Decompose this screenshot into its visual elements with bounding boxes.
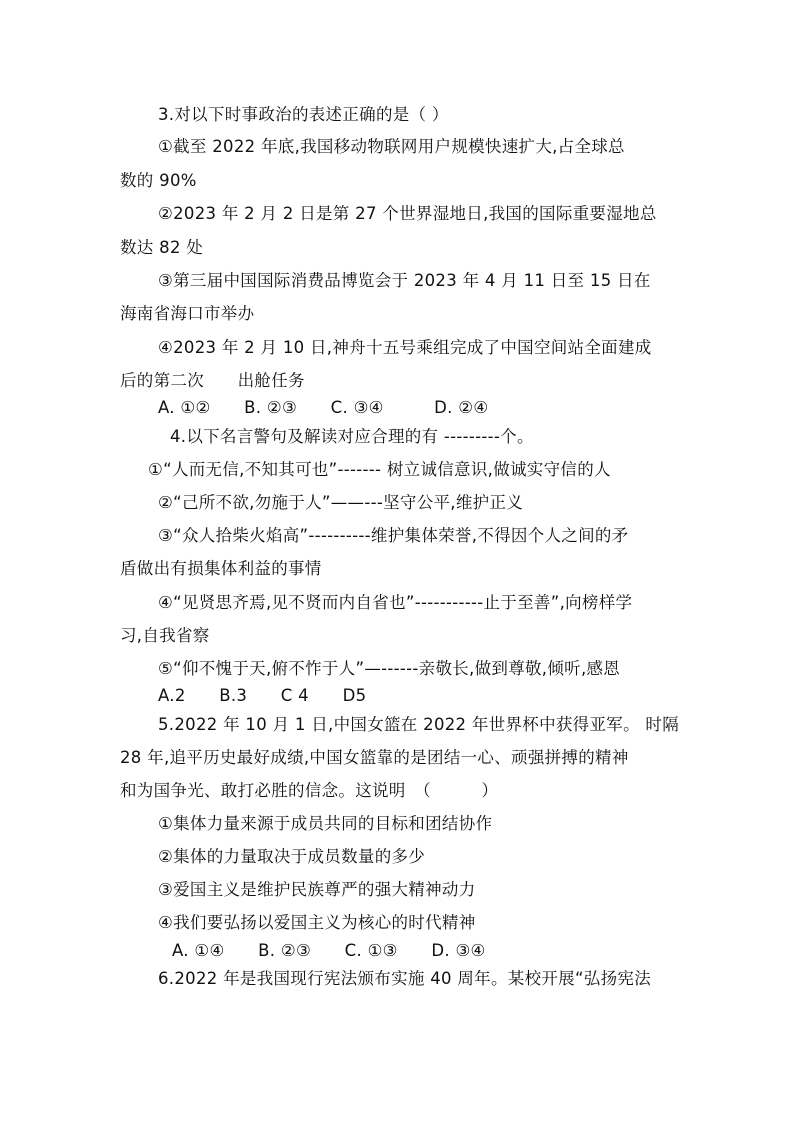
- q3-option-2: ②2023 年 2 月 2 日是第 27 个世界湿地日,我国的国际重要湿地总: [158, 204, 657, 223]
- q4-item-3-cont: 盾做出有损集体利益的事情: [120, 559, 322, 578]
- q3-stem: 3.对以下时事政治的表述正确的是（ ）: [158, 105, 449, 124]
- q4-item-4-cont: 习,自我省察: [120, 626, 210, 645]
- q5-stem: 5.2022 年 10 月 1 日,中国女篮在 2022 年世界杯中获得亚军。 时隔: [158, 715, 680, 734]
- q6-stem: 6.2022 年是我国现行宪法颁布实施 40 周年。某校开展“弘扬宪法: [158, 969, 652, 988]
- q3-option-2-cont: 数达 82 处: [120, 238, 204, 257]
- q5-item-2: ②集体的力量取决于成员数量的多少: [158, 847, 426, 866]
- q4-item-3: ③“众人拾柴火焰高”----------维护集体荣誉,不得因个人之间的矛: [158, 526, 629, 545]
- q3-option-3-cont: 海南省海口市举办: [120, 304, 255, 323]
- q4-choices: A.2 B.3 C 4 D5: [158, 686, 367, 705]
- q5-choices: A. ①④ B. ②③ C. ①③ D. ③④: [172, 941, 486, 960]
- q5-item-1: ①集体力量来源于成员共同的目标和团结协作: [158, 814, 493, 833]
- q4-stem: 4.以下名言警句及解读对应合理的有 ---------个。: [170, 427, 534, 446]
- q3-option-3: ③第三届中国国际消费品博览会于 2023 年 4 月 11 日至 15 日在: [158, 271, 651, 290]
- q4-item-1: ①“人而无信,不知其可也”------- 树立诚信意识,做诚实守信的人: [148, 460, 611, 479]
- q5-stem-cont-1: 28 年,追平历史最好成绩,中国女篮靠的是团结一心、顽强拼搏的精神: [120, 748, 629, 767]
- q3-option-4: ④2023 年 2 月 10 日,神舟十五号乘组完成了中国空间站全面建成: [158, 338, 652, 357]
- q5-stem-cont-2: 和为国争光、敢打必胜的信念。这说明 （ ）: [120, 781, 499, 800]
- q3-choices: A. ①② B. ②③ C. ③④ D. ②④: [158, 398, 489, 417]
- q3-option-1: ①截至 2022 年底,我国移动物联网用户规模快速扩大,占全球总: [158, 137, 625, 156]
- q3-option-1-cont: 数的 90%: [120, 171, 197, 190]
- q4-item-4: ④“见贤思齐焉,见不贤而内自省也”-----------止于至善”,向榜样学: [158, 593, 633, 612]
- q5-item-4: ④我们要弘扬以爱国主义为核心的时代精神: [158, 913, 476, 932]
- q3-option-4-cont: 后的第二次 出舱任务: [120, 371, 305, 390]
- q5-item-3: ③爱国主义是维护民族尊严的强大精神动力: [158, 880, 476, 899]
- q4-item-5: ⑤“仰不愧于天,俯不怍于人”—------亲敬长,做到尊敬,倾听,感恩: [158, 659, 621, 678]
- q4-item-2: ②“己所不欲,勿施于人”——---坚守公平,维护正义: [158, 493, 524, 512]
